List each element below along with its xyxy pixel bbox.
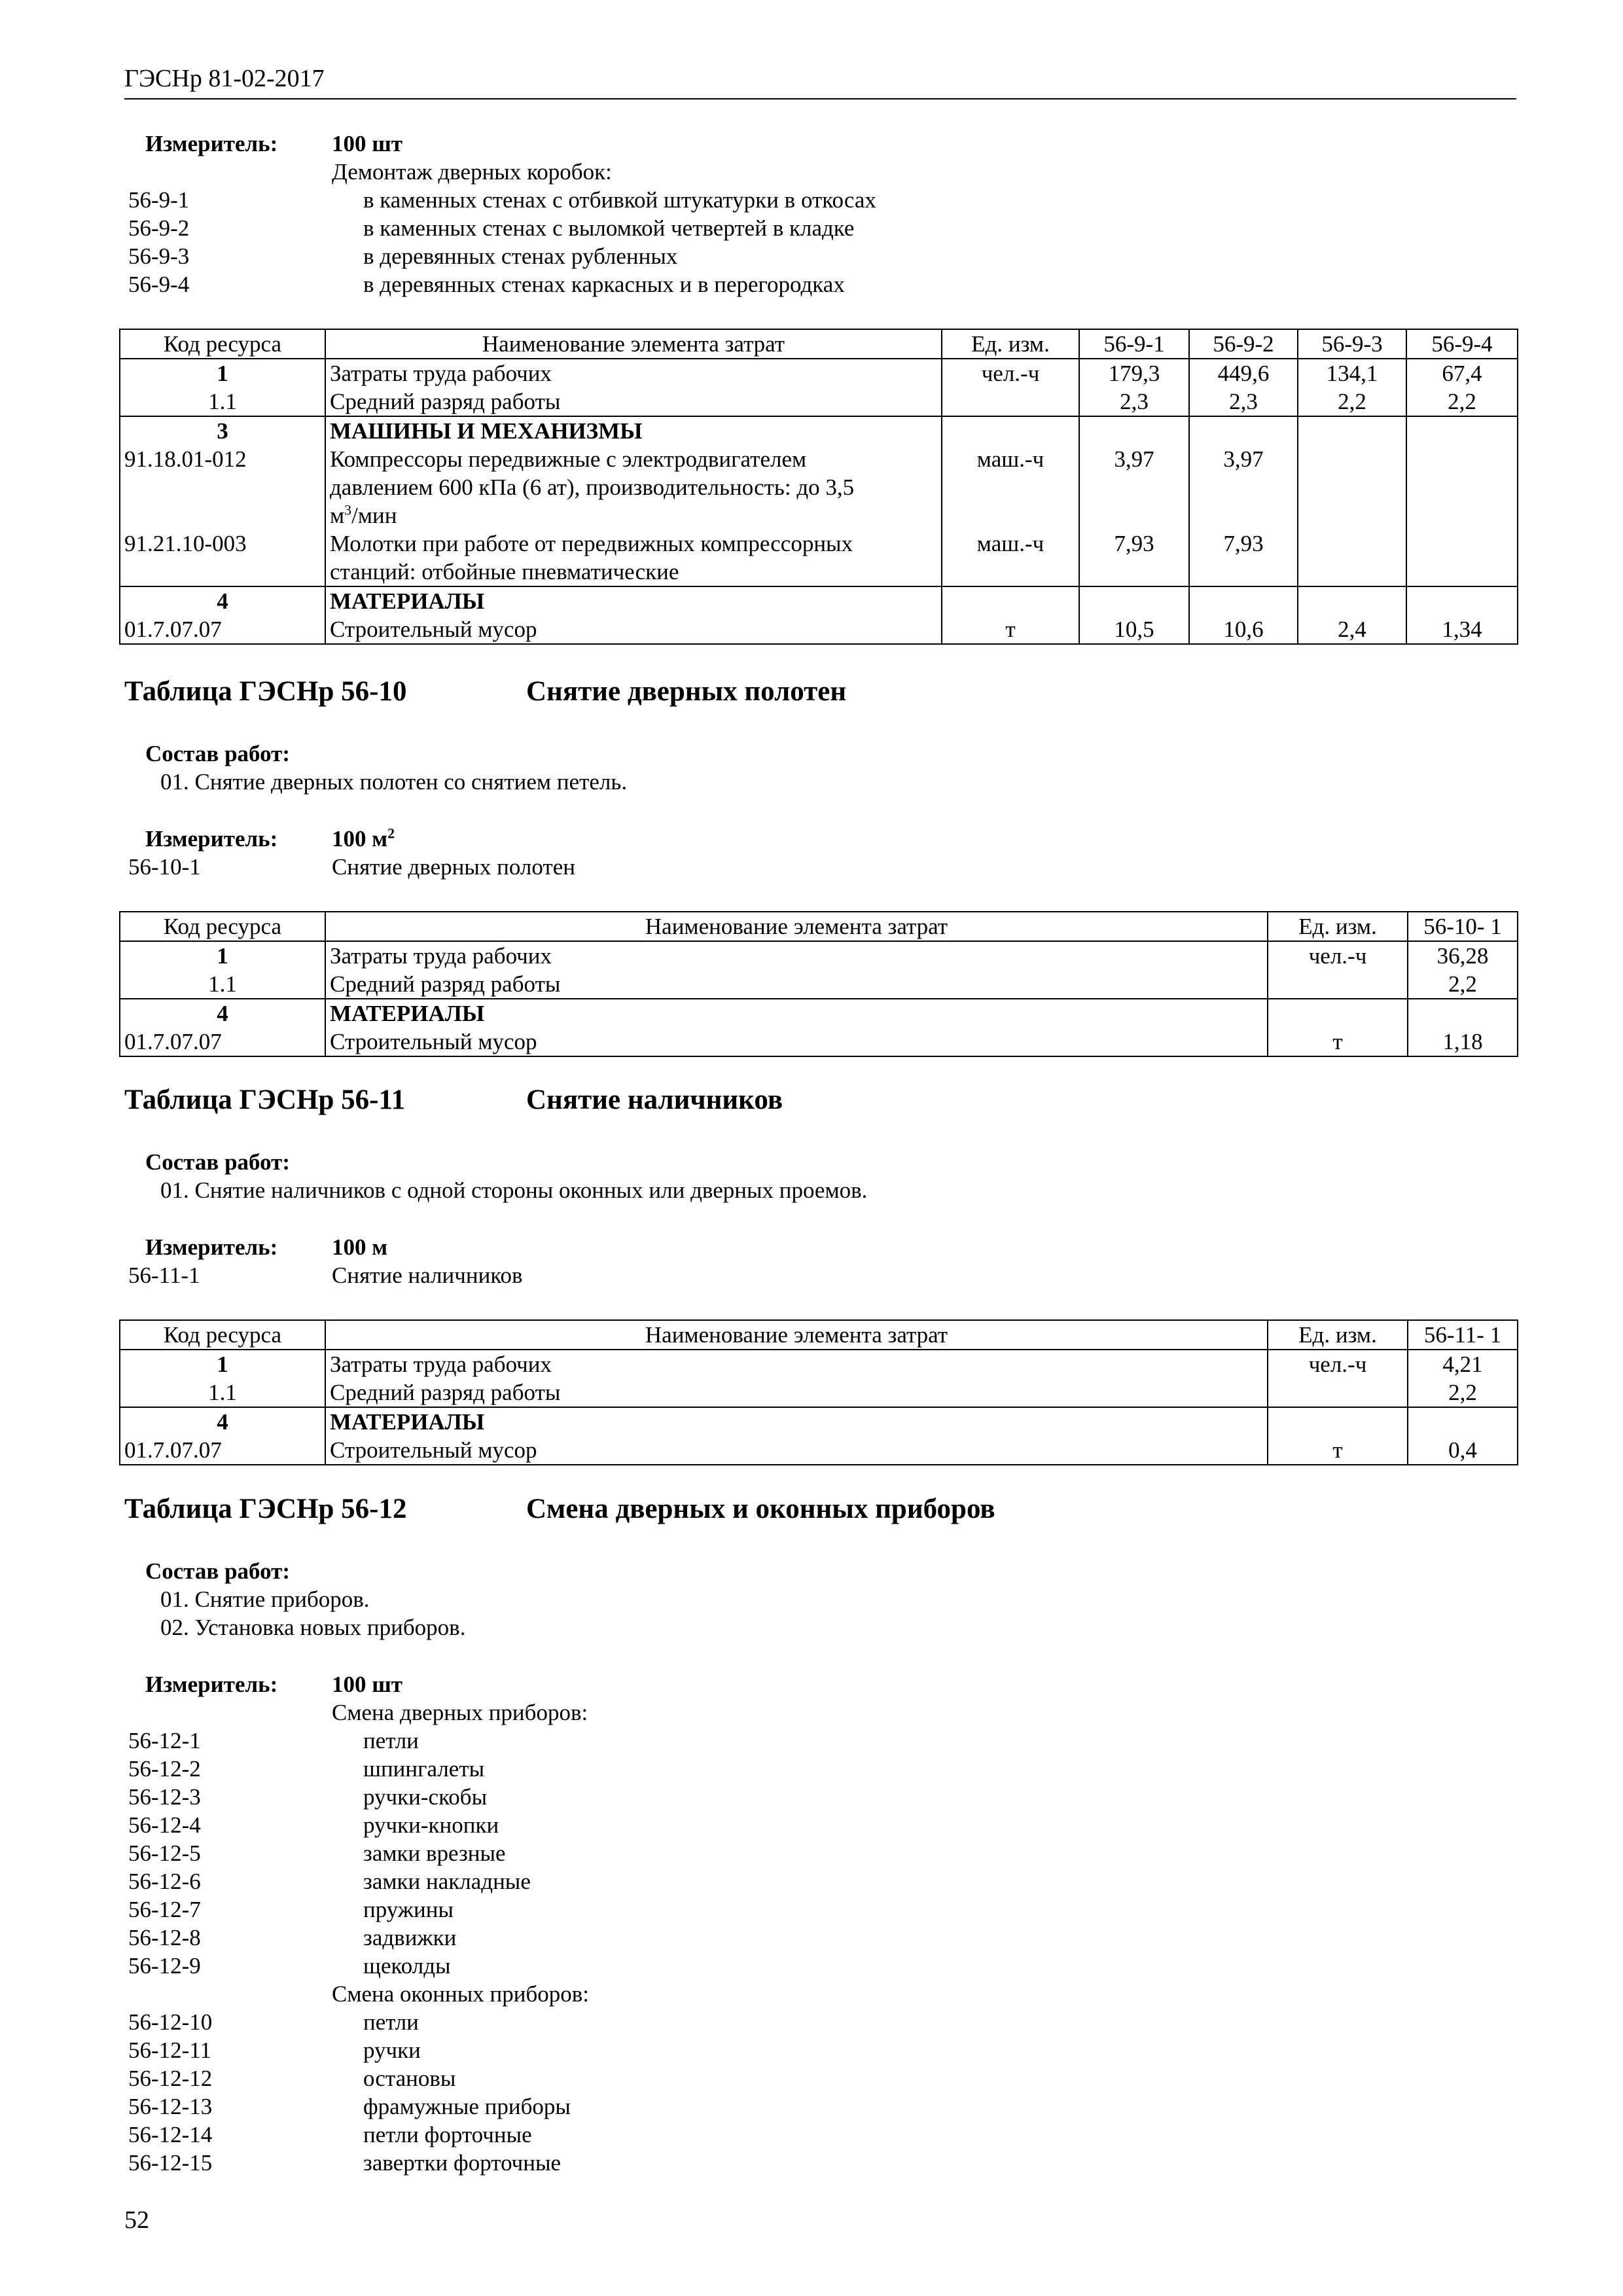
item-desc: ручки-скобы: [363, 1784, 488, 1810]
resource-value: 2,3: [1079, 387, 1189, 416]
resource-unit: [1268, 1378, 1408, 1407]
resource-code: 01.7.07.07: [120, 615, 325, 644]
item-code: 56-9-3: [128, 243, 190, 269]
table-row: [120, 1378, 1518, 1407]
resource-value: 449,6: [1189, 359, 1298, 387]
table-row: [120, 416, 1518, 445]
resource-unit: [942, 387, 1079, 416]
item-code: 56-12-4: [128, 1812, 201, 1838]
column-header: Ед. изм.: [1268, 1320, 1408, 1350]
table-header-row: [120, 912, 1518, 941]
table-row: [120, 941, 1518, 970]
resource-value: 10,6: [1189, 615, 1298, 644]
column-header: Наименование элемента затрат: [325, 1320, 1268, 1350]
resource-table-56-10: [119, 911, 1518, 1057]
resource-name: Молотки при работе от передвижных компрессорных станций: отбойные пневматические: [325, 529, 942, 586]
resource-code: 1: [120, 941, 325, 970]
header-rule: [124, 98, 1516, 99]
resource-value: 2,2: [1298, 387, 1406, 416]
resource-code: 4: [120, 586, 325, 615]
resource-value: 179,3: [1079, 359, 1189, 387]
column-header: Код ресурса: [120, 912, 325, 941]
measure-label: Измеритель:: [145, 1234, 278, 1260]
item-code: 56-9-4: [128, 272, 190, 297]
item-desc: замки врезные: [363, 1840, 506, 1866]
resource-name: Затраты труда рабочих: [325, 359, 942, 387]
resource-unit: маш.-ч: [942, 445, 1079, 529]
item-code: 56-12-9: [128, 1953, 201, 1979]
column-header: Ед. изм.: [1268, 912, 1408, 941]
item-desc: петли: [363, 1728, 419, 1753]
column-header: 56-9-3: [1298, 329, 1406, 359]
resource-value: 36,28: [1408, 941, 1518, 970]
item-desc: в деревянных стенах рубленных: [363, 243, 678, 269]
resource-name: Строительный мусор: [325, 1028, 1268, 1056]
resource-code: 3: [120, 416, 325, 445]
resource-value: [1406, 529, 1518, 586]
resource-unit: т: [1268, 1436, 1408, 1465]
work-item: 02. Установка новых приборов.: [160, 1615, 466, 1640]
column-header: Код ресурса: [120, 1320, 325, 1350]
resource-code: 4: [120, 999, 325, 1028]
resource-name: Средний разряд работы: [325, 970, 1268, 999]
group-title: Демонтаж дверных коробок:: [332, 159, 612, 185]
item-code: 56-12-1: [128, 1728, 201, 1753]
resource-unit: [1268, 970, 1408, 999]
resource-name: Средний разряд работы: [325, 1378, 1268, 1407]
item-desc: петли: [363, 2009, 419, 2035]
item-code: 56-12-3: [128, 1784, 201, 1810]
measure-label: Измеритель:: [145, 1672, 278, 1697]
resource-value: 1,18: [1408, 1028, 1518, 1056]
works-label: Состав работ:: [145, 741, 290, 766]
resource-code: 91.18.01-012: [120, 445, 325, 529]
resource-value: 0,4: [1408, 1436, 1518, 1465]
table-heading: Таблица ГЭСНр 56-10: [124, 676, 407, 707]
table-row: [120, 387, 1518, 416]
table-row: [120, 970, 1518, 999]
item-desc: Снятие дверных полотен: [332, 854, 575, 880]
table-heading: Таблица ГЭСНр 56-11: [124, 1085, 406, 1115]
item-desc: щеколды: [363, 1953, 451, 1979]
table-header-row: [120, 329, 1518, 359]
item-code: 56-12-12: [128, 2066, 213, 2091]
resource-value: 4,21: [1408, 1350, 1518, 1378]
item-code: 56-9-1: [128, 187, 190, 213]
resource-unit: маш.-ч: [942, 529, 1079, 586]
works-label: Состав работ:: [145, 1149, 290, 1175]
resource-name: Затраты труда рабочих: [325, 941, 1268, 970]
resource-value: 7,93: [1189, 529, 1298, 586]
resource-value: 2,2: [1408, 1378, 1518, 1407]
measure-value: 100 $м^2$: [332, 825, 395, 852]
resource-unit: т: [942, 615, 1079, 644]
item-desc: фрамужные приборы: [363, 2094, 571, 2119]
item-desc: ручки: [363, 2037, 421, 2063]
group-title: Смена дверных приборов:: [332, 1700, 588, 1725]
table-row: [120, 445, 1518, 529]
resource-code: 1.1: [120, 387, 325, 416]
item-desc: петли форточные: [363, 2122, 532, 2147]
item-code: 56-10-1: [128, 854, 201, 880]
column-header: 56-9-1: [1079, 329, 1189, 359]
column-header: Наименование элемента затрат: [325, 912, 1268, 941]
resource-value: [1298, 529, 1406, 586]
work-item: 01. Снятие приборов.: [160, 1587, 370, 1612]
resource-code: 1.1: [120, 1378, 325, 1407]
resource-value: 2,2: [1406, 387, 1518, 416]
item-code: 56-11-1: [128, 1263, 200, 1288]
item-desc: остановы: [363, 2066, 456, 2091]
resource-code: 01.7.07.07: [120, 1028, 325, 1056]
resource-value: 3,97: [1189, 445, 1298, 529]
column-header: Код ресурса: [120, 329, 325, 359]
resource-unit: чел.-ч: [1268, 941, 1408, 970]
item-code: 56-12-5: [128, 1840, 201, 1866]
column-header: Ед. изм.: [942, 329, 1079, 359]
item-code: 56-12-13: [128, 2094, 213, 2119]
table-row: [120, 1350, 1518, 1378]
column-header: 56-11- 1: [1408, 1320, 1518, 1350]
table-heading: Таблица ГЭСНр 56-12: [124, 1494, 407, 1524]
item-code: 56-12-11: [128, 2037, 212, 2063]
resource-value: 2,4: [1298, 615, 1406, 644]
resource-unit: т: [1268, 1028, 1408, 1056]
resource-name: Строительный мусор: [325, 615, 942, 644]
item-desc: пружины: [363, 1897, 454, 1922]
table-header-row: [120, 1320, 1518, 1350]
resource-group-name: МАТЕРИАЛЫ: [325, 999, 1268, 1028]
resource-value: 3,97: [1079, 445, 1189, 529]
item-code: 56-12-7: [128, 1897, 201, 1922]
resource-value: 7,93: [1079, 529, 1189, 586]
column-header: 56-9-2: [1189, 329, 1298, 359]
item-desc: ручки-кнопки: [363, 1812, 499, 1838]
item-desc: в каменных стенах с отбивкой штукатурки в откосах: [363, 187, 876, 213]
resource-name: Средний разряд работы: [325, 387, 942, 416]
item-code: 56-12-10: [128, 2009, 213, 2035]
resource-value: 10,5: [1079, 615, 1189, 644]
resource-group-name: МАТЕРИАЛЫ: [325, 1407, 1268, 1436]
resource-value: 2,2: [1408, 970, 1518, 999]
item-code: 56-12-14: [128, 2122, 213, 2147]
table-row: [120, 1436, 1518, 1465]
resource-group-name: МАШИНЫ И МЕХАНИЗМЫ: [325, 416, 942, 445]
table-title: Снятие наличников: [526, 1085, 783, 1115]
work-item: 01. Снятие дверных полотен со снятием петель.: [160, 769, 628, 795]
resource-code: 4: [120, 1407, 325, 1436]
table-row: [120, 615, 1518, 644]
running-header: ГЭСНр 81-02-2017: [124, 65, 325, 92]
measure-value: 100 шт: [332, 1672, 402, 1697]
item-desc: замки накладные: [363, 1869, 531, 1894]
column-header: 56-9-4: [1406, 329, 1518, 359]
table-title: Смена дверных и оконных приборов: [526, 1494, 995, 1524]
table-row: [120, 999, 1518, 1028]
measure-label: Измеритель:: [145, 131, 278, 156]
measure-value: 100 шт: [332, 131, 402, 156]
item-code: 56-12-6: [128, 1869, 201, 1894]
resource-code: 01.7.07.07: [120, 1436, 325, 1465]
item-desc: завертки форточные: [363, 2150, 562, 2176]
item-code: 56-12-15: [128, 2150, 213, 2176]
resource-value: [1406, 445, 1518, 529]
resource-name: Затраты труда рабочих: [325, 1350, 1268, 1378]
measure-label: Измеритель:: [145, 826, 278, 852]
resource-name: Строительный мусор: [325, 1436, 1268, 1465]
column-header: 56-10- 1: [1408, 912, 1518, 941]
resource-unit: чел.-ч: [1268, 1350, 1408, 1378]
table-row: [120, 1028, 1518, 1056]
resource-value: 134,1: [1298, 359, 1406, 387]
resource-value: [1298, 445, 1406, 529]
measure-value: 100 м: [332, 1234, 388, 1260]
item-desc: задвижки: [363, 1925, 457, 1950]
resource-table-56-11: [119, 1319, 1518, 1465]
item-desc: шпингалеты: [363, 1756, 485, 1782]
resource-value: 1,34: [1406, 615, 1518, 644]
resource-code: 1.1: [120, 970, 325, 999]
resource-value: 2,3: [1189, 387, 1298, 416]
page-number: 52: [124, 2206, 149, 2234]
resource-name: Компрессоры передвижные с электродвигателем давлением 600 кПа (6 ат), производительность: до 3,5 $м^3$/мин: [325, 445, 942, 529]
item-desc: в каменных стенах с выломкой четвертей в кладке: [363, 215, 855, 241]
resource-value: 67,4: [1406, 359, 1518, 387]
resource-code: 1: [120, 359, 325, 387]
item-desc: Снятие наличников: [332, 1263, 523, 1288]
item-code: 56-9-2: [128, 215, 190, 241]
table-row: [120, 529, 1518, 586]
resource-code: 1: [120, 1350, 325, 1378]
work-item: 01. Снятие наличников с одной стороны оконных или дверных проемов.: [160, 1177, 868, 1203]
item-desc: в деревянных стенах каркасных и в перегородках: [363, 272, 845, 297]
group-title: Смена оконных приборов:: [332, 1981, 590, 2007]
resource-code: 91.21.10-003: [120, 529, 325, 586]
resource-group-name: МАТЕРИАЛЫ: [325, 586, 942, 615]
column-header: Наименование элемента затрат: [325, 329, 942, 359]
item-code: 56-12-8: [128, 1925, 201, 1950]
table-row: [120, 359, 1518, 387]
table-title: Снятие дверных полотен: [526, 676, 847, 707]
resource-table-56-9: [119, 329, 1518, 645]
table-row: [120, 1407, 1518, 1436]
resource-unit: чел.-ч: [942, 359, 1079, 387]
table-row: [120, 586, 1518, 615]
item-code: 56-12-2: [128, 1756, 201, 1782]
works-label: Состав работ:: [145, 1558, 290, 1584]
